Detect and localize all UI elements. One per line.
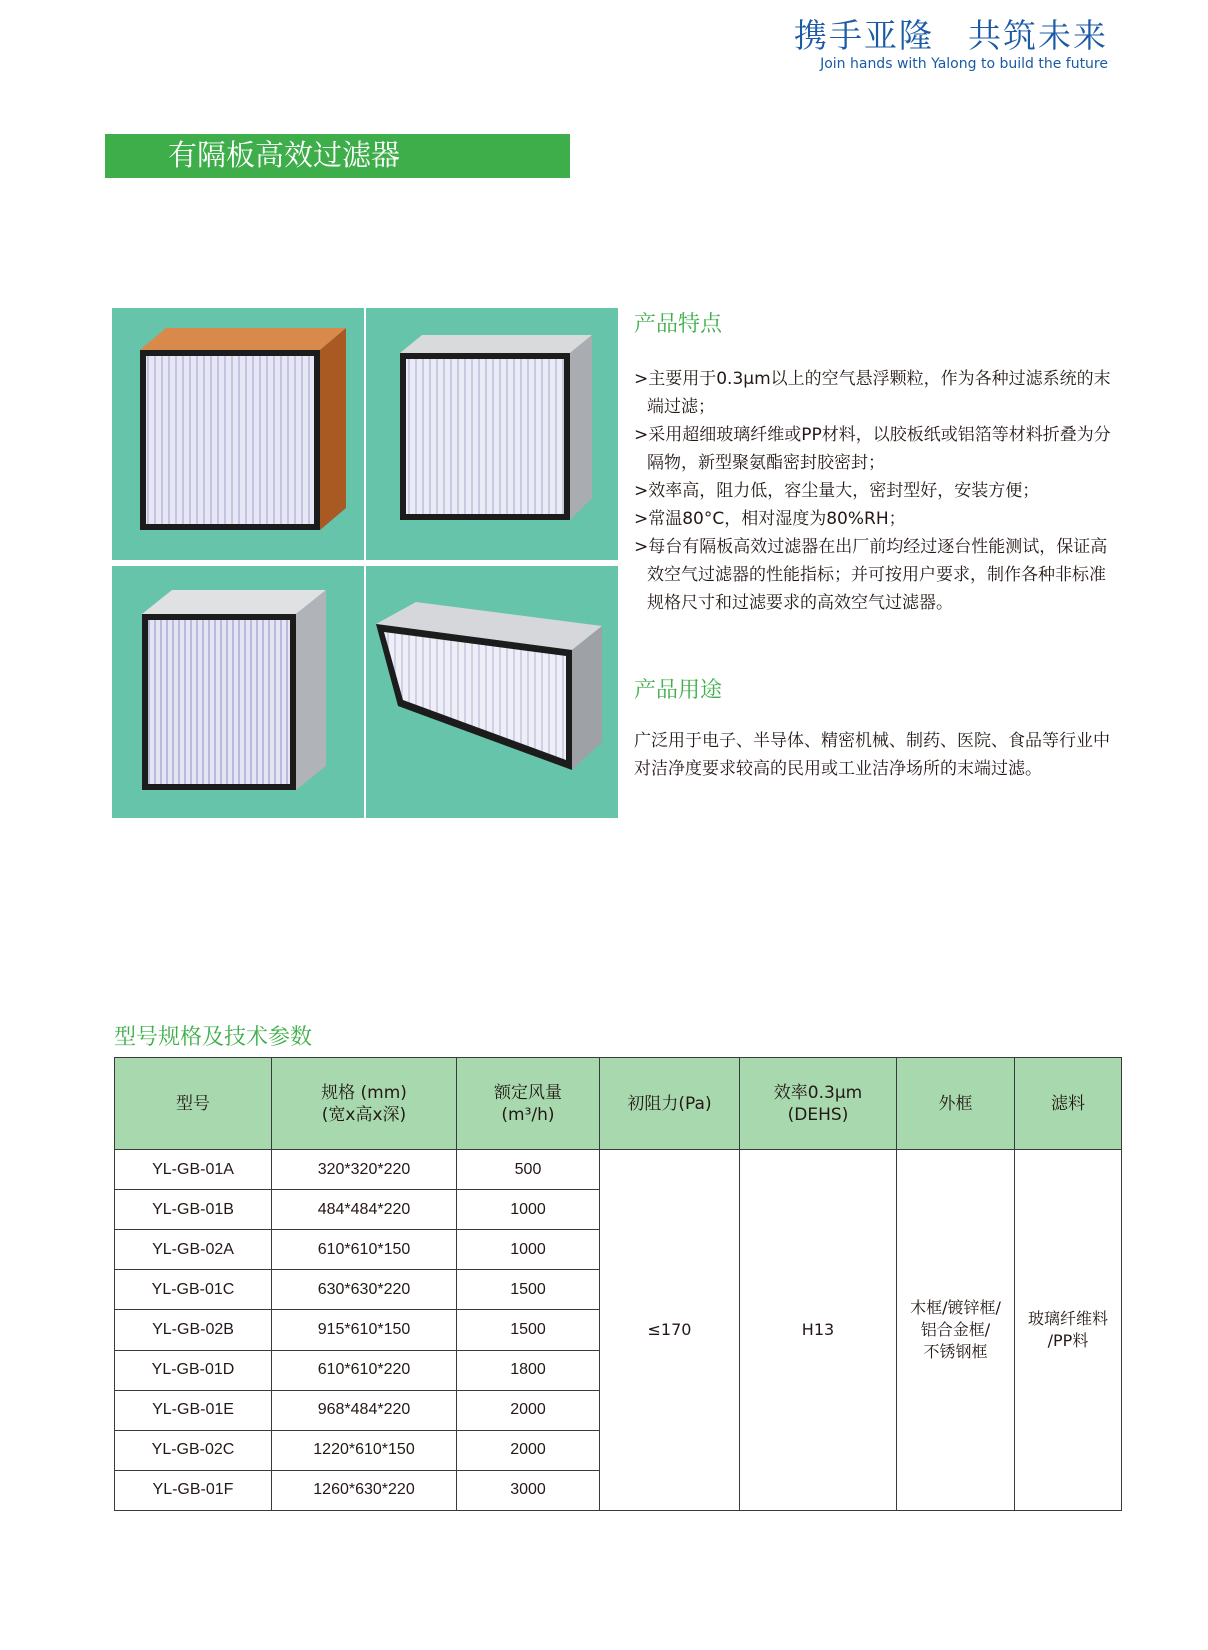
header-resistance: 初阻力(Pa) [600, 1058, 740, 1150]
feature-item: >主要用于0.3μm以上的空气悬浮颗粒，作为各种过滤系统的末端过滤； [634, 369, 1111, 417]
cell-size: 630*630*220 [272, 1270, 457, 1310]
header-efficiency-line1: 效率0.3μm [773, 1082, 863, 1103]
feature-item: >每台有隔板高效过滤器在出厂前均经过逐台性能测试，保证高效空气过滤器的性能指标；并可按用户要求，制作各种非标准规格尺寸和过滤要求的高效空气过滤器。 [634, 537, 1108, 613]
features-heading: 产品特点 [634, 312, 723, 337]
cell-resistance: ≤170 [600, 1150, 740, 1511]
brand-slogan [794, 10, 1108, 57]
cell-size: 484*484*220 [272, 1190, 457, 1230]
header-airflow-line2: (m³/h) [501, 1104, 555, 1125]
header-size [272, 1058, 457, 1150]
cell-frame-line1: 木框/镀锌框/ [910, 1298, 1001, 1317]
table-header-row [115, 1058, 1122, 1150]
feature-item: >效率高，阻力低，容尘量大，密封型好，安装方便； [634, 481, 1040, 501]
cell-airflow: 2000 [457, 1390, 600, 1430]
cell-airflow: 1000 [457, 1190, 600, 1230]
cell-model: YL-GB-02C [115, 1430, 272, 1470]
cell-media-line1: 玻璃纤维料 [1027, 1309, 1108, 1328]
cell-media-line2: /PP料 [1047, 1331, 1089, 1350]
cell-efficiency: H13 [740, 1150, 897, 1511]
cell-size: 320*320*220 [272, 1150, 457, 1190]
usage-text: 广泛用于电子、半导体、精密机械、制药、医院、食品等行业中对洁净度要求较高的民用或工业洁净场所的末端过滤。 [634, 731, 1110, 779]
brand-slogan-part2: 共筑未来 [968, 16, 1108, 55]
product-photo-wood-frame [112, 308, 364, 560]
cell-airflow: 1500 [457, 1270, 600, 1310]
cell-size: 915*610*150 [272, 1310, 457, 1350]
cell-model: YL-GB-01C [115, 1270, 272, 1310]
cell-frame-line2: 铝合金框/ [920, 1320, 991, 1339]
cell-media [1015, 1150, 1122, 1511]
cell-size: 1260*630*220 [272, 1470, 457, 1510]
cell-size: 1220*610*150 [272, 1430, 457, 1470]
cell-model: YL-GB-01F [115, 1470, 272, 1510]
usage-heading: 产品用途 [634, 678, 723, 703]
product-photo-aluminum-frame [112, 566, 364, 818]
cell-model: YL-GB-02B [115, 1310, 272, 1350]
stainless-frame-filter-illustration [366, 566, 618, 818]
cell-model: YL-GB-01D [115, 1350, 272, 1390]
feature-item: >常温80°C，相对湿度为80%RH； [634, 509, 906, 529]
cell-airflow: 500 [457, 1150, 600, 1190]
cell-airflow: 1800 [457, 1350, 600, 1390]
spec-table [114, 1057, 1122, 1511]
cell-model: YL-GB-01A [115, 1150, 272, 1190]
cell-frame [897, 1150, 1015, 1511]
header-efficiency-line2: (DEHS) [787, 1104, 849, 1125]
cell-model: YL-GB-01E [115, 1390, 272, 1430]
header-media: 滤料 [1015, 1058, 1122, 1150]
page-title-bar [105, 134, 570, 178]
cell-size: 968*484*220 [272, 1390, 457, 1430]
cell-model: YL-GB-02A [115, 1230, 272, 1270]
header-size-line1: 规格 (mm) [321, 1082, 407, 1103]
cell-size: 610*610*150 [272, 1230, 457, 1270]
cell-frame-line3: 不锈钢框 [923, 1342, 988, 1361]
cell-airflow: 3000 [457, 1470, 600, 1510]
header-efficiency [740, 1058, 897, 1150]
cell-size: 610*610*220 [272, 1350, 457, 1390]
brand-slogan-english: Join hands with Yalong to build the future [820, 56, 1108, 72]
brand-slogan-part1: 携手亚隆 [794, 16, 934, 55]
cell-airflow: 2000 [457, 1430, 600, 1470]
page-title: 有隔板高效过滤器 [168, 138, 401, 172]
product-photo-galvanized-frame [366, 308, 618, 560]
header-model: 型号 [115, 1058, 272, 1150]
product-photo-stainless-frame [366, 566, 618, 818]
table-row [115, 1150, 1122, 1190]
galvanized-frame-filter-illustration [366, 308, 618, 560]
spec-table-title: 型号规格及技术参数 [114, 1025, 313, 1050]
cell-airflow: 1000 [457, 1230, 600, 1270]
feature-item: >采用超细玻璃纤维或PP材料，以胶板纸或铝箔等材料折叠为分隔物，新型聚氨酯密封胶密封； [634, 425, 1111, 473]
header-size-line2: (宽x高x深) [321, 1104, 407, 1125]
cell-model: YL-GB-01B [115, 1190, 272, 1230]
wood-frame-filter-illustration [112, 308, 364, 560]
header-frame: 外框 [897, 1058, 1015, 1150]
features-list [634, 365, 1114, 617]
header-airflow-line1: 额定风量 [494, 1082, 562, 1103]
cell-airflow: 1500 [457, 1310, 600, 1350]
header-airflow [457, 1058, 600, 1150]
aluminum-frame-filter-illustration [112, 566, 364, 818]
